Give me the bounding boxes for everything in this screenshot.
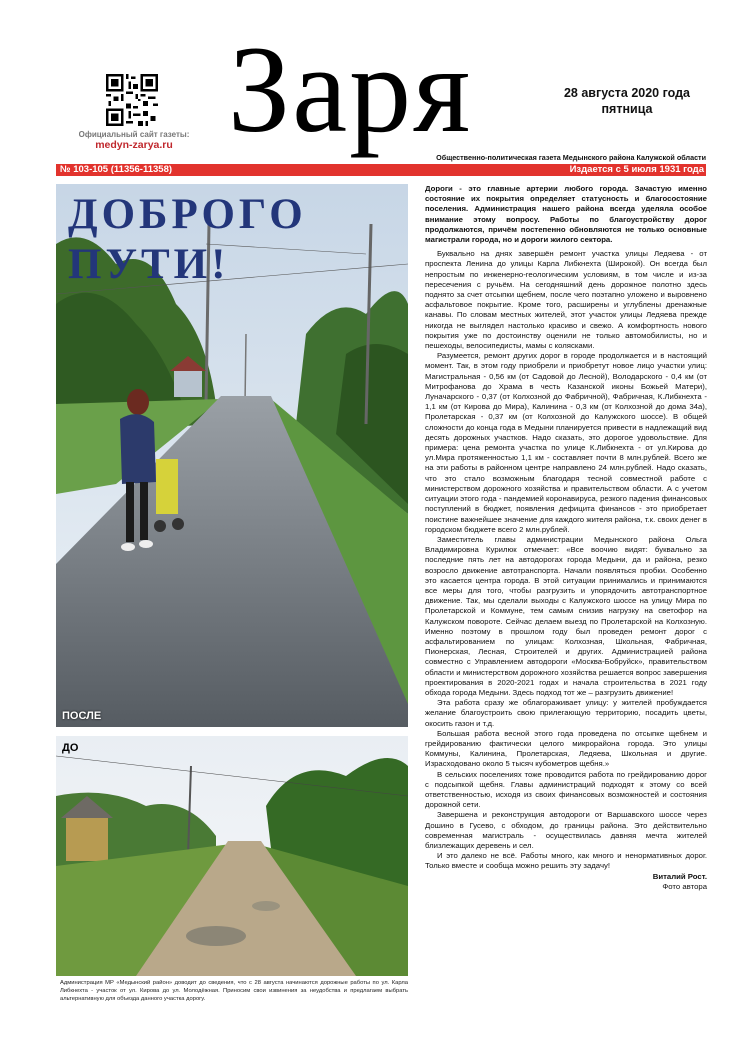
article-paragraph: Разумеется, ремонт других дорог в городе продолжается и в настоящий момент. Так, в этом году приобрели и приобретут новое лицо участки улиц: Магистральная - 0,56 км (от Садовой до Лесной), Володарского - 0,4 км (от Митрофанова до Храма в честь Казанской иконы Божьей Матери), Луначарского - 0,37 (от Колхозной до Фабричной), Фабричная, К.Либкнехта - 1,1 км (от Кирова до Мира), Калинина - 0,3 км (от Колхозной до дома 34а), Пролетарская - 0,37 км (от Колхозной до Калужского шоссе). В общей сложности до конца года в Медыни планируется привести в надлежащий вид десять дорожных участков. Надо сказать, это дорогое удовольствие. Для примера: цена ремонта участка по улице К.Либкнехта - от ул.Кирова до ул.Мира протяженностью 1,1 км - составляет почти 8 млн.рублей. Всего же на эти работы в районном центре направлено 24 млн.рублей. Надо сказать, что это стало возможным благодаря тесной совместной работе с министерством дорожного хозяйства и правительством области. А с учетом ситуации этого года - пандемией коронавируса, резкого падения финансовых поступлений в бюджет, появления дефицита финансов - это приобретает поистине важнейшее значение для каждого жителя района, т.к. своих денег в городском бюджете всего 2 млн.рублей. (425, 351, 707, 534)
headline (68, 190, 368, 290)
photo-credit: Фото автора (662, 881, 707, 891)
article-paragraph: Завершена и реконструкция автодороги от Варшавского шоссе через Дошино в Гусево, с обходом, до границы района. Это действительно современная магистраль - осуществилась давняя мечта жителей близлежащих деревень и сел. (425, 810, 707, 850)
site-url-link[interactable]: medyn-zarya.ru (95, 139, 173, 151)
article-paragraph: Заместитель главы администрации Медынского района Ольга Владимировна Курилюк отмечает: «Все воочию видят: буквально за последние пять лет на автодорогах города Медыни, да и района, резко возросло движение автотранспорта. Начали появляться пробки. Особенно это касается центра города. В этой ситуации принимались и принимаются все меры для того, чтобы разгрузить и упорядочить автотранспортное движение. Так, мы сделали выходы с Калужского шоссе на улицу Мира по Пролетарской и Коммуне, тем самым снизив нагрузку на светофор на Калужском повороте. Сейчас делаем выезд по Пролетарской на Колхозную. Именно поэтому в прошлом году был проведен ремонт дорог с асфальтированием по улицам: Колхозная, Школьная, Фабричная, Пионерская, Лесная, Строителей и других. Администрацией района совместно с Управлением автодороги «Москва-Бобруйск», правительством области и министерством дорожного хозяйства решается вопрос завершения проектирования в 2020-2021 годах и начала строительства в 2021 году обхода города Медыни. Здесь подход тот же – разгрузить движение! (425, 534, 707, 697)
article-paragraph: Эта работа сразу же облагораживает улицу: у жителей пробуждается желание благоустроить свою прилегающую территорию, посадить цветы, окосить газон и т.д. (425, 698, 707, 728)
date-text: 28 августа 2020 года (563, 86, 691, 100)
photo-before-road (56, 736, 408, 976)
qr-code (106, 74, 158, 126)
founded-note: Издается с 5 июля 1931 года (569, 163, 704, 175)
photo-caption: Администрация МР «Медынский район» доводит до сведения, что с 28 августа начинаются дорожные работы по ул. Карла Либкнехта - участок от ул. Кирова до ул. Молодёжная. Приносим свои извинения за неудобства и предлагаем выбрать альтернативную для объезда данного участка дорогу. (60, 980, 408, 1002)
newspaper-subtitle: Общественно-политическая газета Медынского района Калужской области (436, 153, 706, 162)
weekday-text: пятница (601, 102, 653, 116)
newspaper-title: Заря (228, 21, 473, 158)
article-paragraph: Большая работа весной этого года проведена по отсыпке щебнем и грейдированию фактически целого микрорайона города. Это улицы Коммуны, Калинина, Пролетарская, Ледяева, Школьная и другие. Израсходовано около 5 тысяч кубометров щебня.» (425, 728, 707, 769)
article-author: Виталий Рост. (652, 871, 707, 881)
article (425, 184, 707, 892)
label-before: ДО (62, 742, 79, 754)
article-paragraph: В сельских поселениях тоже проводится работа по грейдированию дорог с подсыпкой щебня. Главы администраций подходят к этому со всей ответственностью, исходя из своих финансовых возможностей и состояния дорожной сети. (425, 769, 707, 810)
article-paragraph: Буквально на днях завершён ремонт участка улицы Ледяева - от проспекта Ленина до улицы Карла Либкнехта (Широкой). Он всегда был непростым по инженерно-геологическим условиям, в том числе и из-за пересечения с ручьём. На сегодняшний день дорожное полотно здесь поднято за счет отсыпки щебнем, после чего поэтапно уложено и выровнено асфальтовое покрытие. Кроме того, расширены и углублены дренажные канавы. По словам местных жителей, этот участок улицы Ледяева прежде никогда не выглядел настолько красиво и свежо. А комфортность нового покрытия уже по достоинству оценили не только автомобилисты, но и пешеходы, велосипедисты, мамы с колясками. (425, 249, 707, 351)
headline-line-1: ДОБРОГО (68, 191, 307, 238)
label-after: ПОСЛЕ (62, 710, 102, 722)
article-lead: Дороги - это главные артерии любого города. Зачастую именно состояние их покрытия определяет статусность и благосостояние поселения. Администрация нашего района всегда уделяла особое внимание этому вопросу. Работы по благоустройству дорог продолжаются, причём постепенно обновляются не только основные магистрали города, но и дороги жилого сектора. (425, 184, 707, 245)
article-paragraph: И это далеко не всё. Работы много, как много и ненормативных дорог. Только вместе и сообща можно решить эту задачу! (425, 851, 707, 871)
site-label: Официальный сайт газеты: (78, 130, 190, 139)
headline-line-2: ПУТИ! (68, 241, 230, 288)
issue-date (552, 85, 702, 117)
issue-number: № 103-105 (11356-11358) (60, 163, 173, 175)
